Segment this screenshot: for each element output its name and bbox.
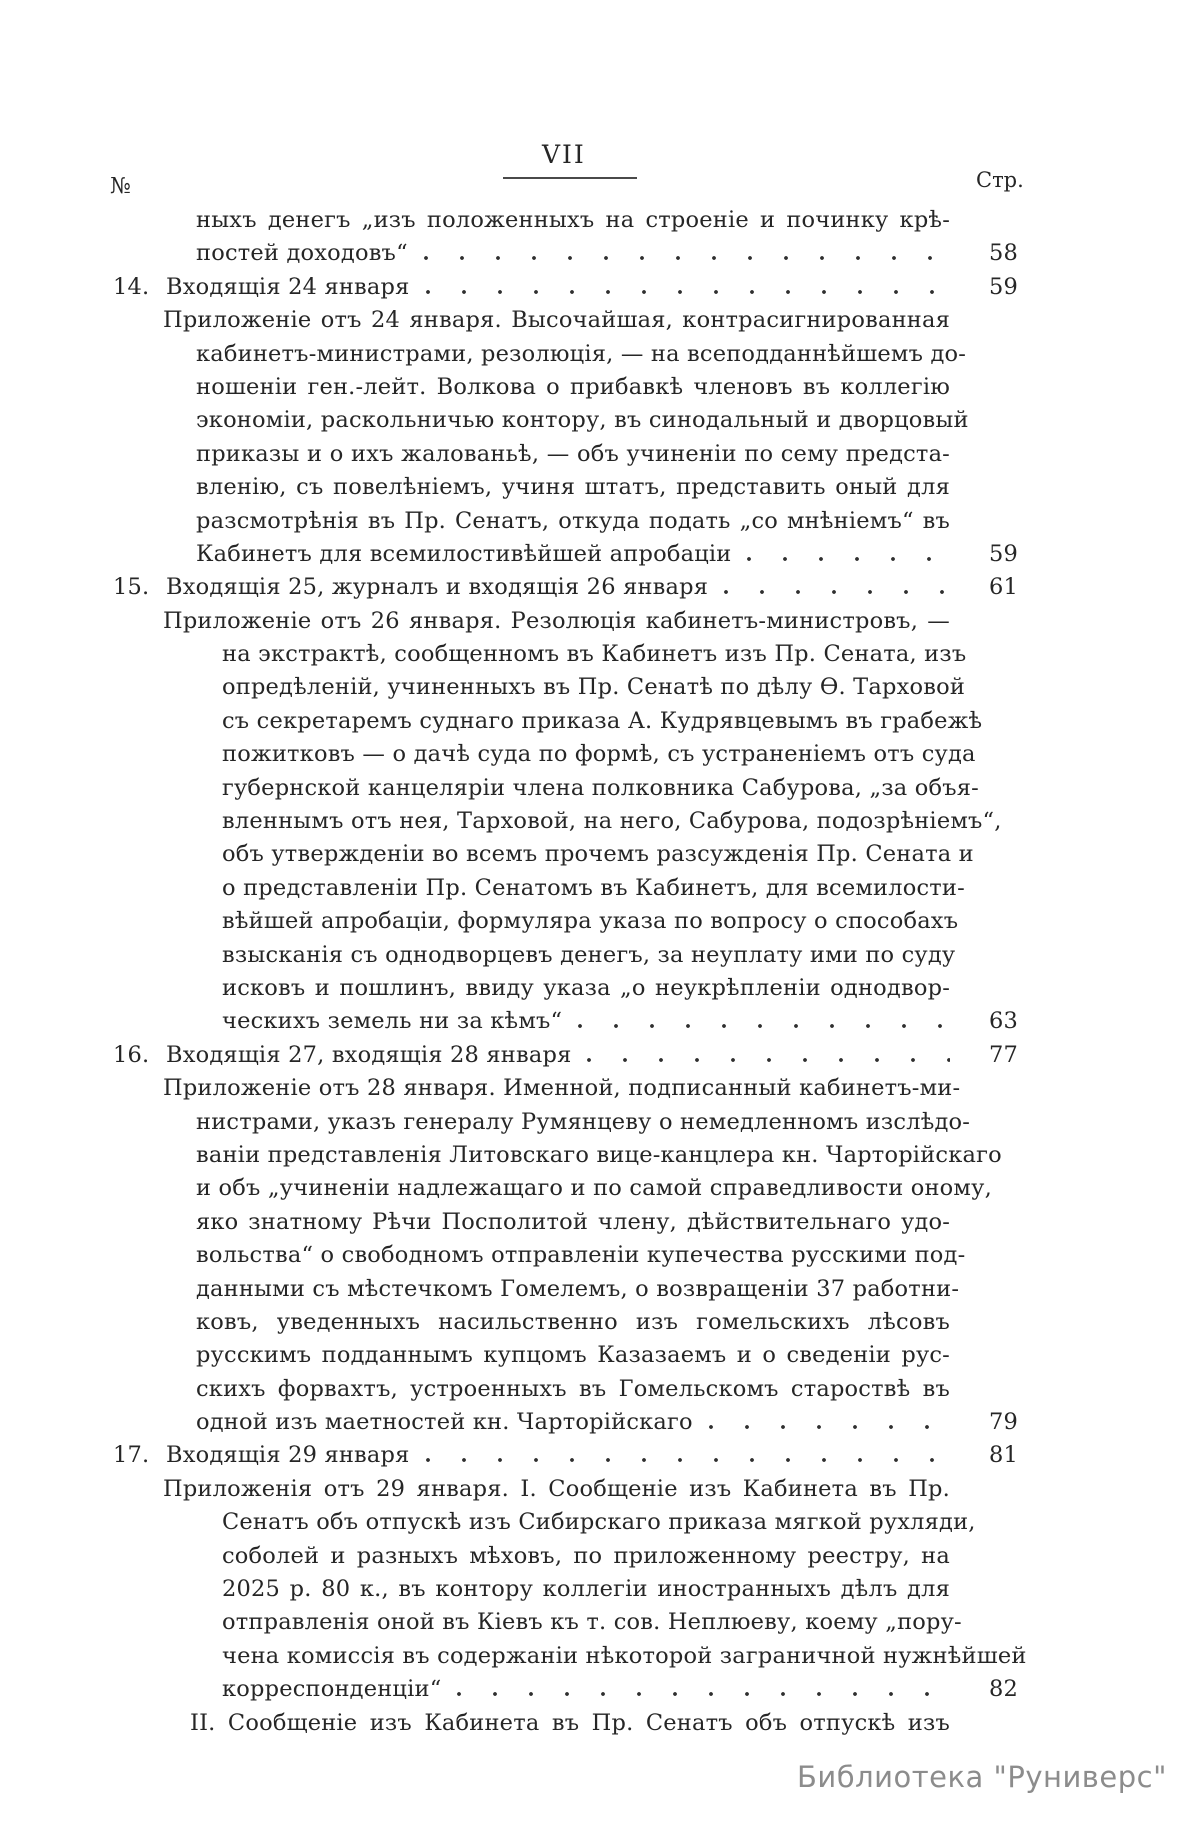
toc-line (196, 538, 1018, 571)
page-number: 77 (988, 1041, 1018, 1068)
line-text: вленнымъ отъ нея, Тарховой, на него, Сабурова, подозрѣніемъ“, (222, 808, 1002, 835)
folio-rule (503, 177, 637, 179)
entry-number: 17. (113, 1442, 150, 1469)
page-number: 63 (988, 1008, 1018, 1035)
toc-line (113, 1439, 1018, 1472)
line-text: Приложенія отъ 29 января. I. Сообщеніе изъ Кабинета въ Пр. (163, 1475, 950, 1502)
toc-line (113, 571, 1018, 604)
line-text: приказы и о ихъ жалованьѣ, — объ учиненіи по сему предста- (196, 440, 950, 467)
toc-line (222, 1573, 1018, 1606)
line-text: одной изъ маетностей кн. Чарторійскаго (196, 1409, 693, 1436)
page-number: 61 (988, 574, 1018, 601)
line-text: ныхъ денегъ „изъ положенныхъ на строеніе и починку крѣ- (196, 207, 950, 233)
toc-line (222, 671, 1018, 704)
line-text: ношеніи ген.-лейт. Волкова о прибавкѣ членовъ въ коллегію (196, 373, 950, 400)
line-text: русскимъ подданнымъ купцомъ Казазаемъ и о сведеніи рус- (196, 1342, 950, 1369)
entry-number: 15. (113, 574, 150, 601)
toc-line (222, 838, 1018, 871)
line-text: экономіи, раскольничью контору, въ синодальный и дворцовый (196, 407, 969, 434)
dot-leader (426, 1458, 950, 1462)
line-text: отправленія оной въ Кіевъ къ т. сов. Неплюеву, коему „пору- (222, 1609, 962, 1636)
line-text: корреспонденціи“ (222, 1676, 442, 1703)
line-text: нистрами, указъ генералу Румянцеву о немедленномъ изслѣдо- (196, 1108, 971, 1135)
toc-line (113, 1039, 1018, 1072)
toc-line (190, 1707, 1018, 1740)
line-text: кабинетъ-министрами, резолюція, — на всеподданнѣйшемъ до- (196, 340, 967, 367)
toc-line (222, 1506, 1018, 1539)
page-number: 81 (988, 1442, 1018, 1469)
entry-number: 14. (113, 273, 150, 300)
line-text: на экстрактѣ, сообщенномъ въ Кабинетъ изъ Пр. Сената, изъ (222, 641, 967, 668)
line-text: Приложеніе отъ 26 января. Резолюція кабинетъ-министровъ, — (163, 607, 950, 634)
line-text: опредѣленій, учиненныхъ въ Пр. Сенатѣ по дѣлу Ѳ. Тарховой (222, 674, 966, 701)
line-text: Приложеніе отъ 24 января. Высочайшая, контрасигнированная (163, 307, 950, 334)
page-number: 59 (988, 540, 1018, 567)
line-text: Входящія 25, журналъ и входящія 26 января (166, 574, 709, 601)
line-text: съ секретаремъ суднаго приказа А. Кудрявцевымъ въ грабежѣ (222, 707, 983, 734)
page-number: 58 (988, 240, 1018, 267)
toc-line (196, 438, 1018, 471)
toc-line (222, 738, 1018, 771)
dot-leader (457, 1692, 950, 1696)
toc-line (222, 939, 1018, 972)
toc-line (196, 1172, 1018, 1205)
line-text: постей доходовъ“ (196, 240, 408, 267)
dot-leader (426, 290, 950, 294)
dot-leader (424, 256, 950, 260)
toc-line (222, 805, 1018, 838)
page-folio: VII (542, 140, 586, 169)
toc-line (222, 1540, 1018, 1573)
toc-line (196, 404, 1018, 437)
page-number: 79 (988, 1409, 1018, 1436)
entry-number: 16. (113, 1041, 150, 1068)
line-text: взысканія съ однодворцевъ денегъ, за неуплату ими по суду (222, 941, 956, 968)
toc-line (222, 1606, 1018, 1639)
line-text: ческихъ земель ни за кѣмъ“ (222, 1008, 563, 1035)
toc-line (163, 605, 1018, 638)
toc-line (196, 1139, 1018, 1172)
line-text: о представленіи Пр. Сенатомъ въ Кабинетъ, для всемилости- (222, 874, 965, 901)
line-text: чена комиссія въ содержаніи нѣкоторой заграничной нужнѣйшей (222, 1642, 1027, 1669)
line-text: скихъ форвахтъ, устроенныхъ въ Гомельскомъ староствѣ въ (196, 1375, 950, 1402)
toc-line (222, 705, 1018, 738)
toc-line (196, 1206, 1018, 1239)
toc-line (196, 1339, 1018, 1372)
toc-line (163, 1473, 1018, 1506)
toc-lines (113, 204, 1027, 1740)
toc-line (222, 1640, 1027, 1673)
toc-line (196, 1373, 1018, 1406)
line-text: данными съ мѣстечкомъ Гомелемъ, о возвращеніи 37 работни- (196, 1275, 960, 1302)
toc-line (163, 304, 1018, 337)
line-text: исковъ и пошлинъ, ввиду указа „о неукрѣпленіи однодвор- (222, 974, 950, 1001)
line-text: Входящія 27, входящія 28 января (166, 1041, 572, 1068)
toc-line (163, 1072, 1018, 1105)
line-text: Кабинетъ для всемилостивѣйшей апробаціи (196, 540, 732, 567)
number-column-label: № (110, 174, 131, 199)
toc-line (196, 505, 1018, 538)
toc-line (196, 1106, 1018, 1139)
toc-line (196, 237, 1018, 270)
line-text: вѣйшей апробаціи, формуляра указа по вопросу о способахъ (222, 908, 959, 935)
line-text: соболей и разныхъ мѣховъ, по приложенному реестру, на (222, 1542, 950, 1569)
dot-leader (587, 1058, 950, 1062)
line-text: Входящія 24 января (166, 273, 410, 300)
toc-line (196, 1273, 1018, 1306)
line-text: пожитковъ — о дачѣ суда по формѣ, съ устраненіемъ отъ суда (222, 741, 976, 768)
line-text: Приложеніе отъ 28 января. Именной, подписанный кабинетъ-ми- (163, 1075, 961, 1102)
toc-line (222, 638, 1018, 671)
dot-leader (578, 1024, 950, 1028)
line-text: вольства“ о свободномъ отправленіи купечества русскими под- (196, 1242, 966, 1269)
library-watermark: Библиотека "Руниверс" (797, 1760, 1167, 1794)
dot-leader (709, 1425, 950, 1429)
line-text: ваніи представленія Литовскаго вице-канцлера кн. Чарторійскаго (196, 1141, 1002, 1168)
page-number: 82 (988, 1676, 1018, 1703)
toc-line (196, 471, 1018, 504)
page-number: 59 (988, 273, 1018, 300)
line-text: Сенатъ объ отпускѣ изъ Сибирскаго приказа мягкой рухляди, (222, 1509, 976, 1536)
line-text: 2025 р. 80 к., въ контору коллегіи иностранныхъ дѣлъ для (222, 1576, 950, 1603)
toc-line (222, 905, 1018, 938)
line-text: разсмотрѣнія въ Пр. Сенатъ, откуда подать „со мнѣніемъ“ въ (196, 507, 950, 534)
toc-line (222, 772, 1018, 805)
line-text: яко знатному Рѣчи Посполитой члену, дѣйствительнаго удо- (196, 1208, 950, 1235)
toc-line (222, 972, 1018, 1005)
line-text: и объ „учиненіи надлежащаго и по самой справедливости оному, (196, 1175, 992, 1202)
toc-line (113, 271, 1018, 304)
line-text: губернской канцеляріи члена полковника Сабурова, „за объя- (222, 774, 979, 801)
line-text: вленію, съ повелѣніемъ, учиня штатъ, представить оный для (196, 474, 950, 501)
line-text: Входящія 29 января (166, 1442, 410, 1469)
toc-line (222, 872, 1018, 905)
toc-line (196, 371, 1018, 404)
page-column-label: Стр. (976, 168, 1024, 192)
toc-line (196, 204, 1018, 237)
line-text: объ утвержденіи во всемъ прочемъ разсужденія Пр. Сената и (222, 841, 974, 868)
toc-line (196, 338, 1018, 371)
line-text: ковъ, уведенныхъ насильственно изъ гомельскихъ лѣсовъ (196, 1308, 950, 1335)
toc-line (196, 1239, 1018, 1272)
toc-line (196, 1306, 1018, 1339)
dot-leader (724, 590, 950, 594)
toc-line (196, 1406, 1018, 1439)
line-text: II. Сообщеніе изъ Кабинета въ Пр. Сенатъ объ отпускѣ изъ (190, 1709, 950, 1736)
toc-line (222, 1005, 1018, 1038)
toc-line (222, 1673, 1018, 1706)
dot-leader (747, 557, 950, 561)
